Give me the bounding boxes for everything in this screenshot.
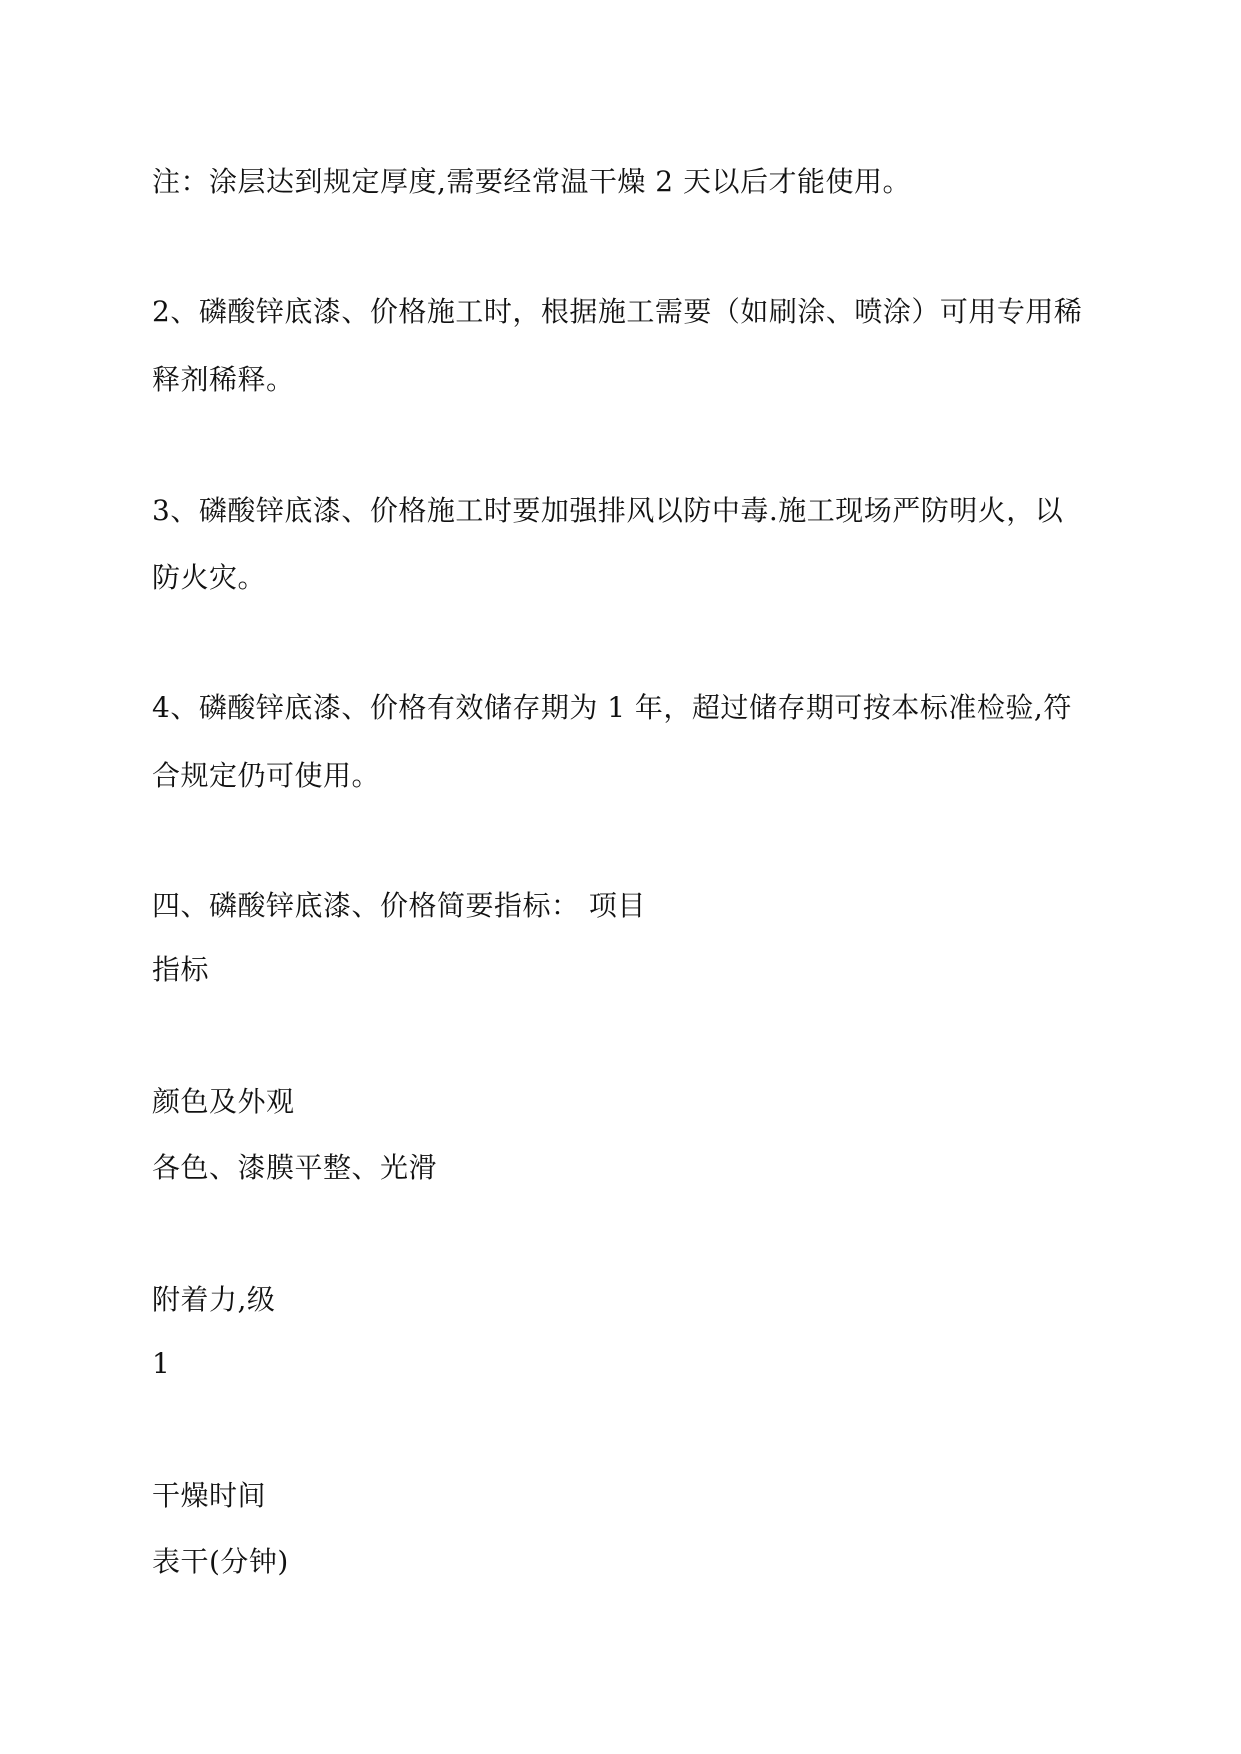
row-adhesion-value: 1 xyxy=(152,1347,171,1380)
row-color-value: 各色、漆膜平整、光滑 xyxy=(152,1151,438,1184)
row-drying-surface: 表干(分钟) xyxy=(152,1545,289,1578)
note-line: 注：涂层达到规定厚度,需要经常温干燥 2 天以后才能使用。 xyxy=(152,165,912,198)
item-3-line-1: 3、磷酸锌底漆、价格施工时要加强排风以防中毒.施工现场严防明火，以 xyxy=(152,494,1064,527)
section-4-heading: 四、磷酸锌底漆、价格简要指标： 项目 xyxy=(152,889,646,922)
item-2-line-1: 2、磷酸锌底漆、价格施工时，根据施工需要（如刷涂、喷涂）可用专用稀 xyxy=(152,295,1083,328)
item-4-line-1: 4、磷酸锌底漆、价格有效储存期为 1 年，超过储存期可按本标准检验,符 xyxy=(152,691,1072,724)
item-2-line-2: 释剂稀释。 xyxy=(152,363,295,396)
item-4-line-2: 合规定仍可使用。 xyxy=(152,759,381,792)
table-header-indicator: 指标 xyxy=(152,953,210,986)
row-drying-label: 干燥时间 xyxy=(152,1479,267,1512)
item-3-line-2: 防火灾。 xyxy=(152,561,267,594)
row-adhesion-label: 附着力,级 xyxy=(152,1283,276,1316)
row-color-label: 颜色及外观 xyxy=(152,1085,295,1118)
